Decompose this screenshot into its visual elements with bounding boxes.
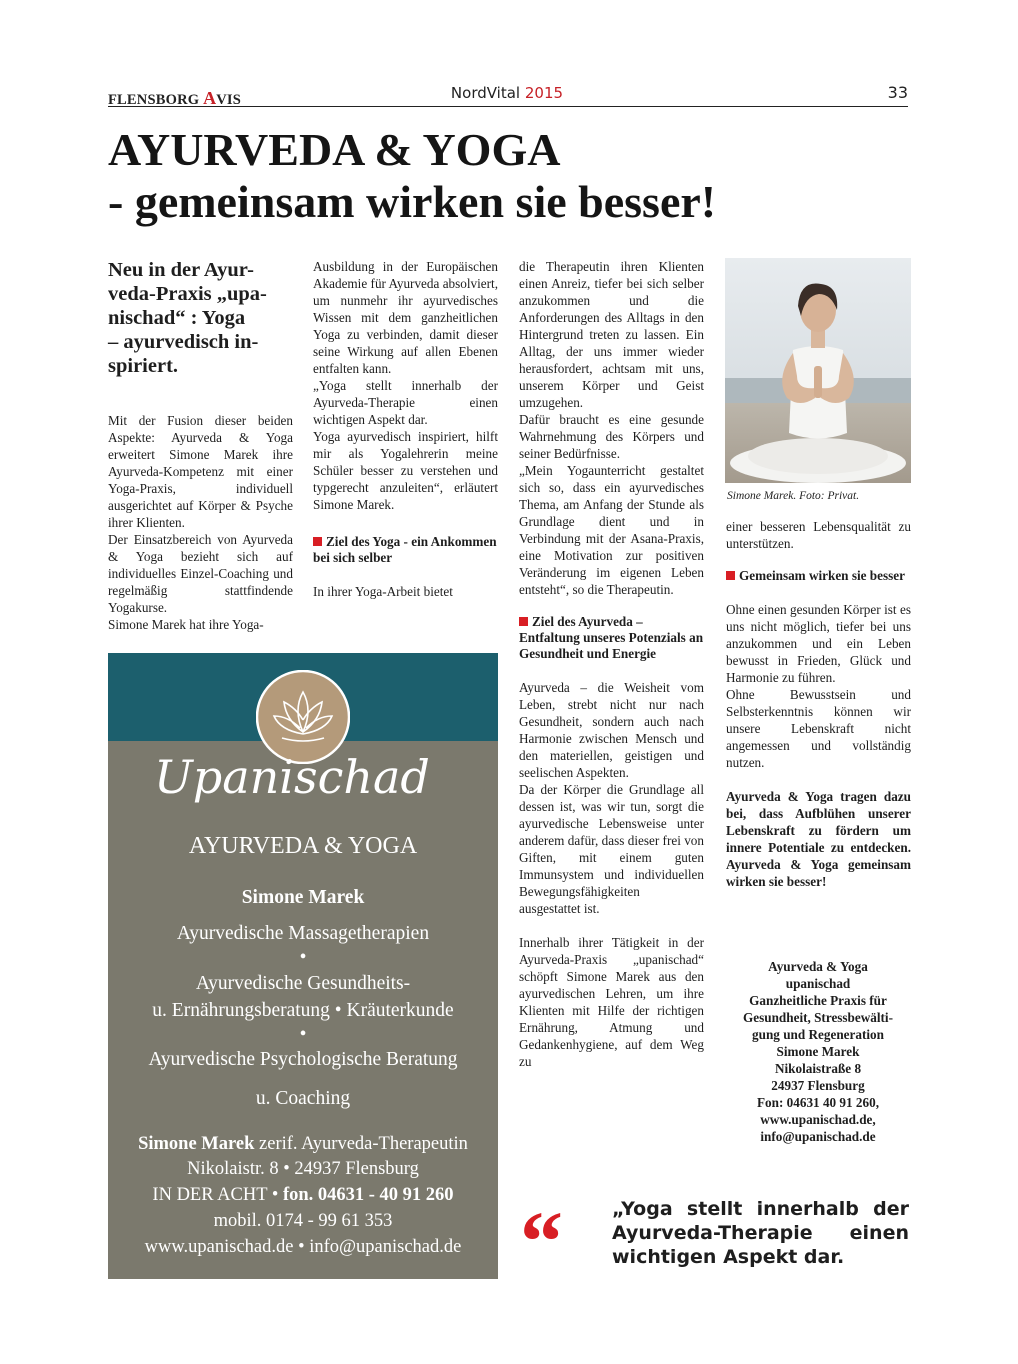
ad-location: IN DER ACHT •	[152, 1185, 283, 1205]
paragraph: Ayurveda – die Weisheit vom Leben, strebt nicht nur nach Gesundheit, sondern auch nach Harmonie zwischen Mensch und den materiellen, geistigen und seelischen Aspekten.	[519, 680, 704, 780]
contact-line: www.upanischad.de,	[760, 1112, 876, 1127]
ad-subtitle: AYURVEDA & YOGA	[188, 833, 418, 859]
therapist-title: zerif. Ayurveda-Therapeutin	[254, 1134, 468, 1154]
ad-therapist	[108, 1134, 498, 1155]
yoga-photo	[725, 258, 911, 483]
contact-line: Simone Marek	[776, 1044, 860, 1059]
contact-line: Ayurveda & Yoga	[768, 959, 868, 974]
page-number: 33	[887, 83, 908, 102]
column-1	[108, 412, 293, 633]
paragraph: Ausbildung in der Europäischen Akademie für Ayurveda absolviert, um nunmehr ihr ayurvedisches Wissen mit dem ganzheitlichen Yoga zu verbinden, damit dieser seine Wirkung auf allen Ebenen entfalten kann.	[313, 259, 498, 376]
subheading	[313, 534, 498, 566]
therapist-name: Simone Marek	[138, 1134, 255, 1154]
ad-phone: fon. 04631 - 40 91 260	[282, 1185, 454, 1205]
subheading-text: Ziel des Yoga - ein Ankommen bei sich selber	[313, 534, 497, 565]
ad-mobile: mobil. 0174 - 99 61 353	[213, 1211, 393, 1231]
contact-line: Fon: 04631 40 91 260,	[757, 1095, 879, 1110]
paragraph: „Yoga stellt innerhalb der Ayurveda-Therapie einen wichtigen Aspekt dar.	[313, 378, 498, 427]
red-square-icon	[519, 617, 528, 626]
paragraph: Yoga ayurvedisch inspiriert, hilft mir als Yogalehrerin meine Schüler besser zu verstehen und typgerecht anzuleiten“, erläutert Simone Marek.	[313, 429, 498, 512]
column-2	[313, 258, 498, 600]
contact-block	[725, 958, 911, 1145]
subheading-text: Ziel des Ayurveda – Entfaltung unseres Potenzials an Gesundheit und Energie	[519, 614, 704, 661]
title-line-2: - gemeinsam wirken sie besser!	[108, 176, 717, 227]
intro-line: spiriert.	[108, 355, 179, 377]
ad-name: Simone Marek	[241, 887, 365, 908]
brand-prefix: FLENSBORG	[108, 92, 204, 108]
photo-caption: Simone Marek. Foto: Privat.	[727, 490, 860, 502]
ad-bullet: •	[299, 947, 307, 968]
paragraph: einer besseren Lebensqualität zu unterstützen.	[726, 519, 911, 551]
ad-service: u. Coaching	[255, 1088, 351, 1109]
ad-service: Ayurvedische Massagetherapien	[176, 923, 430, 944]
intro-line: – ayurvedisch in-	[108, 331, 259, 353]
intro-line: Neu in der Ayur-	[108, 259, 254, 281]
quote-mark-icon: “	[520, 1193, 563, 1289]
ad-bullet: •	[299, 1024, 307, 1045]
lotus-logo-icon	[256, 670, 350, 764]
subheading	[726, 568, 911, 584]
contact-line: gung und Regeneration	[752, 1027, 884, 1042]
section-year: 2015	[524, 84, 564, 102]
paragraph: Simone Marek hat ihre Yoga-	[108, 617, 264, 632]
column-3	[519, 258, 704, 1070]
contact-line: Nikolaistraße 8	[774, 1061, 862, 1076]
subheading	[519, 614, 704, 662]
ad-service: u. Ernährungsberatung • Kräuterkunde	[152, 1000, 454, 1021]
ad-address: Nikolaistr. 8 • 24937 Flensburg	[187, 1159, 419, 1179]
contact-line: upanischad	[785, 976, 851, 991]
brand-suffix: VIS	[216, 92, 242, 108]
ad-service: Ayurvedische Psychologische Beratung	[148, 1049, 458, 1070]
article-title	[108, 124, 928, 228]
subheading-text: Gemeinsam wirken sie besser	[739, 568, 905, 583]
contact-line: Ganzheitliche Praxis für	[749, 993, 887, 1008]
newspaper-brand	[108, 88, 241, 109]
paragraph: „Mein Yogaunterricht gestaltet sich so, dass ein ayurvedisches Thema, am Anfang der Stunde als Grundlage dient und in Verbindung mit der Asana-Praxis, eine Motivation zur positiven Veränderung im eigenen Leben entsteht“, so die Therapeutin.	[519, 463, 704, 597]
contact-line: Gesundheit, Stressbewälti-	[743, 1010, 893, 1025]
section-name: NordVital	[450, 84, 521, 102]
paragraph: die Therapeutin ihren Klienten einen Anreiz, tiefer bei sich selber anzukommen und die Anforderungen des Alltags in den Hintergrund treten zu lassen. Ein Alltag, der uns immer wieder herausfordert, achtsam mit uns, unserem Körper und Geist umzugehen.	[519, 259, 704, 410]
page-header	[108, 82, 908, 107]
script-name: Upanischad	[154, 755, 430, 804]
red-square-icon	[313, 537, 322, 546]
section-label	[448, 84, 566, 102]
paragraph: Ohne einen gesunden Körper ist es uns nicht möglich, tiefer bei uns anzukommen und ein Leben bewusst in Frieden, Glück und Harmonie zu führen.	[726, 602, 911, 685]
intro-line: veda-Praxis „upa-	[108, 283, 267, 305]
paragraph: Der Einsatzbereich von Ayurveda & Yoga bezieht sich auf individuelles Einzel-Coaching und regelmäßig stattfindende Yogakurse.	[108, 532, 293, 615]
paragraph: Innerhalb ihrer Tätigkeit in der Ayurveda-Praxis „upanischad“ schöpft Simone Marek aus den ayurvedischen Lehren, um ihre Klienten mit Hilfe der richtigen Ernährung, Atmung und Gedankenhygiene, auf dem Weg zu	[519, 935, 704, 1069]
pull-quote: „Yoga stellt innerhalb der Ayurveda-Therapie einen wichtigen Aspekt dar.	[612, 1198, 909, 1268]
paragraph: Mit der Fusion dieser beiden Aspekte: Ayurveda & Yoga erweitert Simone Marek ihre Ayurveda-Kompetenz mit einer Yoga-Praxis, individuell ausgerichtet auf Körper & Psyche ihrer Klienten.	[108, 413, 293, 530]
upanischad-script-logo	[154, 755, 454, 811]
contact-line: 24937 Flensburg	[771, 1078, 865, 1093]
paragraph: In ihrer Yoga-Arbeit bietet	[313, 584, 453, 599]
intro-line: nischad“ : Yoga	[108, 307, 246, 329]
ad-service: Ayurvedische Gesundheits-	[195, 973, 411, 994]
upanischad-ad	[108, 653, 498, 1279]
paragraph: Da der Körper die Grundlage all dessen ist, was wir tun, sorgt die ayurvedische Lebensweise unter anderem dafür, dass dieser frei von Giften, mit einem guten Immunsystem und individuellen Bewegungsfähigkeiten ausgestattet ist.	[519, 782, 704, 916]
contact-line: info@upanischad.de	[760, 1129, 876, 1144]
ad-web: www.upanischad.de • info@upanischad.de	[144, 1237, 462, 1257]
ad-phone-line	[108, 1185, 498, 1206]
paragraph: Dafür braucht es eine gesunde Wahrnehmung des Körpers und seiner Bedürfnisse.	[519, 412, 704, 461]
red-square-icon	[726, 571, 735, 580]
brand-letter: A	[203, 88, 217, 108]
column-4	[726, 518, 911, 890]
article-intro	[108, 258, 288, 378]
paragraph: Ohne Bewusstsein und Selbsterkenntnis können wir unsere Lebenskraft nicht angemessen und vollständig nutzen.	[726, 687, 911, 770]
paragraph-bold: Ayurveda & Yoga tragen dazu bei, dass Aufblühen unserer Lebenskraft zu fördern um innere Potentiale zu entdecken. Ayurveda & Yoga gemeinsam wirken sie besser!	[726, 789, 911, 889]
title-line-1: AYURVEDA & YOGA	[108, 124, 561, 175]
